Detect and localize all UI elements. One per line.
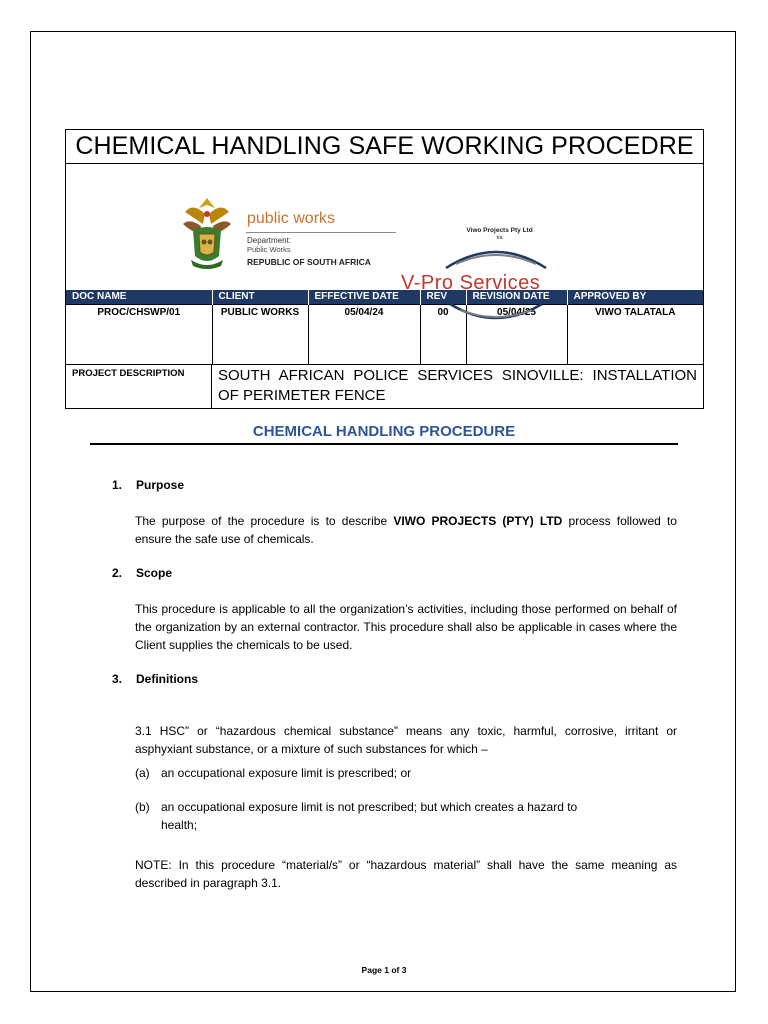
department-label: Department: bbox=[247, 236, 292, 245]
department-sub: Public Works bbox=[247, 245, 291, 254]
col-client: CLIENT bbox=[212, 290, 308, 305]
company-name: VIWO PROJECTS (PTY) LTD bbox=[393, 514, 563, 528]
rev-value: 00 bbox=[420, 305, 466, 365]
document-header bbox=[65, 129, 704, 409]
item-text-cont: health; bbox=[161, 818, 198, 832]
purpose-paragraph bbox=[135, 512, 677, 548]
col-rev: REV bbox=[420, 290, 466, 305]
project-row bbox=[66, 364, 703, 408]
heading-scope bbox=[112, 566, 172, 580]
heading-purpose bbox=[112, 478, 184, 492]
info-value-row bbox=[66, 305, 703, 365]
heading-text: Scope bbox=[136, 566, 173, 580]
heading-number: 1. bbox=[112, 478, 123, 492]
purpose-text: The purpose of the procedure is to describe bbox=[135, 514, 394, 528]
item-label: (a) bbox=[135, 766, 150, 780]
definitions-paragraph: 3.1 HSC” or “hazardous chemical substance” means any toxic, harmful, corrosive, irritant or asphyxiant substance, or a mixture of such substances for which – bbox=[135, 724, 677, 756]
section-title: CHEMICAL HANDLING PROCEDURE bbox=[252, 423, 516, 440]
note-paragraph: NOTE: In this procedure “material/s” or “hazardous material” shall have the same meaning as described in paragraph 3.1. bbox=[135, 858, 677, 890]
col-approved-by: APPROVED BY bbox=[567, 290, 703, 305]
doc-name-value: PROC/CHSWP/01 bbox=[66, 305, 212, 365]
project-description: SOUTH AFRICAN POLICE SERVICES SINOVILLE: INSTALLATION OF PERIMETER FENCE bbox=[218, 367, 697, 404]
col-revision-date: REVISION DATE bbox=[466, 290, 567, 305]
page-number: Page 1 of 3 bbox=[361, 965, 407, 975]
revision-date-value: 05/04/25 bbox=[466, 305, 567, 365]
heading-text: Definitions bbox=[136, 672, 198, 686]
item-text: an occupational exposure limit is prescribed; or bbox=[161, 766, 412, 780]
public-works-divider bbox=[246, 232, 396, 233]
heading-text: Purpose bbox=[136, 478, 185, 492]
project-label: PROJECT DESCRIPTION bbox=[66, 365, 212, 408]
approved-by-value: VIWO TALATALA bbox=[567, 305, 703, 365]
heading-number: 3. bbox=[112, 672, 123, 686]
item-text: an occupational exposure limit is not prescribed; but which creates a hazard to bbox=[161, 800, 578, 814]
info-header-row bbox=[66, 290, 703, 305]
client-value: PUBLIC WORKS bbox=[212, 305, 308, 365]
scope-paragraph: This procedure is applicable to all the organization’s activities, including those performed on behalf of the organization by an external contractor. This procedure shall also be applicable in cases where the Client supplies the chemicals to be used. bbox=[135, 602, 677, 652]
coat-of-arms-icon bbox=[179, 194, 235, 272]
col-doc-name: DOC NAME bbox=[66, 290, 212, 305]
list-item bbox=[135, 798, 655, 834]
col-effective-date: EFFECTIVE DATE bbox=[308, 290, 420, 305]
public-works-department bbox=[247, 236, 291, 254]
vpro-name: V-Pro Services bbox=[401, 272, 541, 294]
document-title: CHEMICAL HANDLING SAFE WORKING PROCEDRE bbox=[66, 130, 703, 164]
country-name: REPUBLIC OF SOUTH AFRICA bbox=[247, 257, 371, 267]
section-rule bbox=[90, 443, 678, 445]
vpro-company: Viwo Projects Pty Ltd bbox=[466, 227, 533, 234]
logo-row bbox=[66, 164, 703, 294]
public-works-name: public works bbox=[247, 210, 336, 227]
purpose-text-cont: process followed to ensure the safe use of chemicals. bbox=[135, 514, 677, 546]
vpro-ta: t/a bbox=[496, 235, 503, 241]
heading-definitions bbox=[112, 672, 198, 686]
list-item bbox=[135, 764, 655, 782]
heading-number: 2. bbox=[112, 566, 123, 580]
document-info-table bbox=[66, 290, 703, 364]
effective-date-value: 05/04/24 bbox=[308, 305, 420, 365]
item-label: (b) bbox=[135, 800, 150, 814]
